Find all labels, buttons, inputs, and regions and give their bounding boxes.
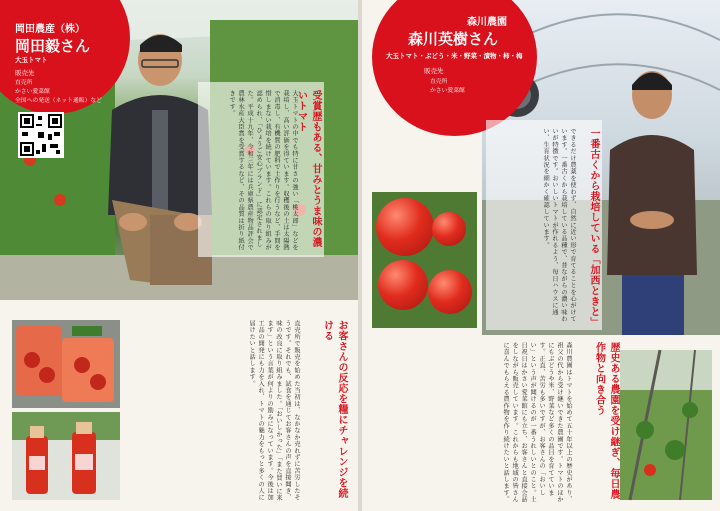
tomato-bags-image bbox=[12, 320, 120, 408]
sales-line: かさい愛菜館 bbox=[15, 89, 50, 95]
left-page bbox=[0, 0, 358, 511]
article-body: 直売所で販売を始めた当初は、なかなか売れずに苦労したそうです。それでも、試食を通じてお客さんの声を直接聞き、味の改良に取り組みました。「おいしかった」「また買いに来ます」という言葉が何よりの励みになっています。今後は加工品の開発にも力を入れ、トマトの魅力をもっと多くの人に届けたいと話します。 bbox=[248, 320, 300, 502]
product-list: 大玉トマト・ぶどう・米・野菜・漬物・柿・梅 bbox=[386, 52, 523, 60]
section-heading: 歴史ある農園を受け継ぎ、毎日農作物と向き合う bbox=[593, 342, 619, 500]
section-heading: お客さんの反応を糧にチャレンジを続ける bbox=[321, 320, 347, 499]
sales-label: 販売先 bbox=[424, 67, 444, 75]
product-photo-juice bbox=[12, 412, 120, 500]
qr-code-icon bbox=[20, 114, 62, 156]
vine-photo bbox=[620, 350, 712, 500]
farmer-name: 森川英樹さん bbox=[408, 30, 499, 48]
sales-line: かさい愛菜館 bbox=[430, 88, 465, 94]
tomato-fruit bbox=[378, 260, 428, 310]
article-body: 大玉トマトの中でも特に甘さの強い「桃太郎」などを栽培し、高い評価を得ています。収穫後の土は太陽熱で消毒し、有機質の肥料で土作りを行うなど、手間を惜しまない栽培を続けています。これらの取り組みが認められ、「ひょうご安心ブランド」に認定されました。平成十九年、令和三年には兵庫県農産物品評会で農林水産大臣賞を受賞するなど、その品質は折り紙付きです。 bbox=[228, 90, 298, 251]
tomato-fruit bbox=[432, 212, 466, 246]
section-heading: 受賞歴もある、甘みとうま味の濃いトマト bbox=[295, 90, 321, 248]
section-heading: 一番古くから栽培している「加西ときと」 bbox=[588, 128, 599, 328]
sales-line: 全国への発送（ネット通販）など bbox=[15, 98, 102, 104]
tomato-fruit bbox=[376, 198, 434, 256]
tomato-vine-photo bbox=[372, 192, 477, 328]
product-list: 大玉トマト bbox=[15, 56, 48, 64]
sales-label: 販売先 bbox=[15, 69, 35, 77]
qr-code[interactable] bbox=[18, 112, 64, 158]
vine-greenhouse-image bbox=[620, 350, 712, 500]
product-photo-tomato-bags bbox=[12, 320, 120, 408]
tomato-fruit bbox=[428, 270, 472, 314]
juice-bottles-image bbox=[12, 412, 120, 500]
farm-name: 岡田農産（株） bbox=[15, 24, 85, 35]
farmer-name: 岡田毅さん bbox=[15, 37, 91, 55]
right-page bbox=[362, 0, 720, 511]
sales-line: 直売所 bbox=[430, 79, 448, 85]
article-body: 森川農園はトマトを始めて五十年以上の歴史があり、祖父の代から受け継いできた農園です。トマトのほかにもぶどうや米、野菜など多くの品目を育てています。正直、苦労も多いですが、お客さんの「おいしい」という声が聞けるのが一番うれしいとのこと。土日祝日はかさい愛菜館にも立ち、お客さんと直接会話をしながら販売しています。これからも地域の皆さんに喜んでもらえる農作物を作り続けたいと話します。 bbox=[502, 342, 572, 503]
farm-name: 森川農園 bbox=[467, 17, 507, 28]
sales-line: 直売所 bbox=[15, 80, 33, 86]
article-body: できるだけ農薬を使わず、自然に近い形で育てることを心がけています。一番古くから栽培している品種で、昔ながらの濃い味わいが特徴です。おいしいトマトが作れるよう、毎日ハウスに通い、生育状況を細かく確認しています。 bbox=[542, 128, 576, 323]
